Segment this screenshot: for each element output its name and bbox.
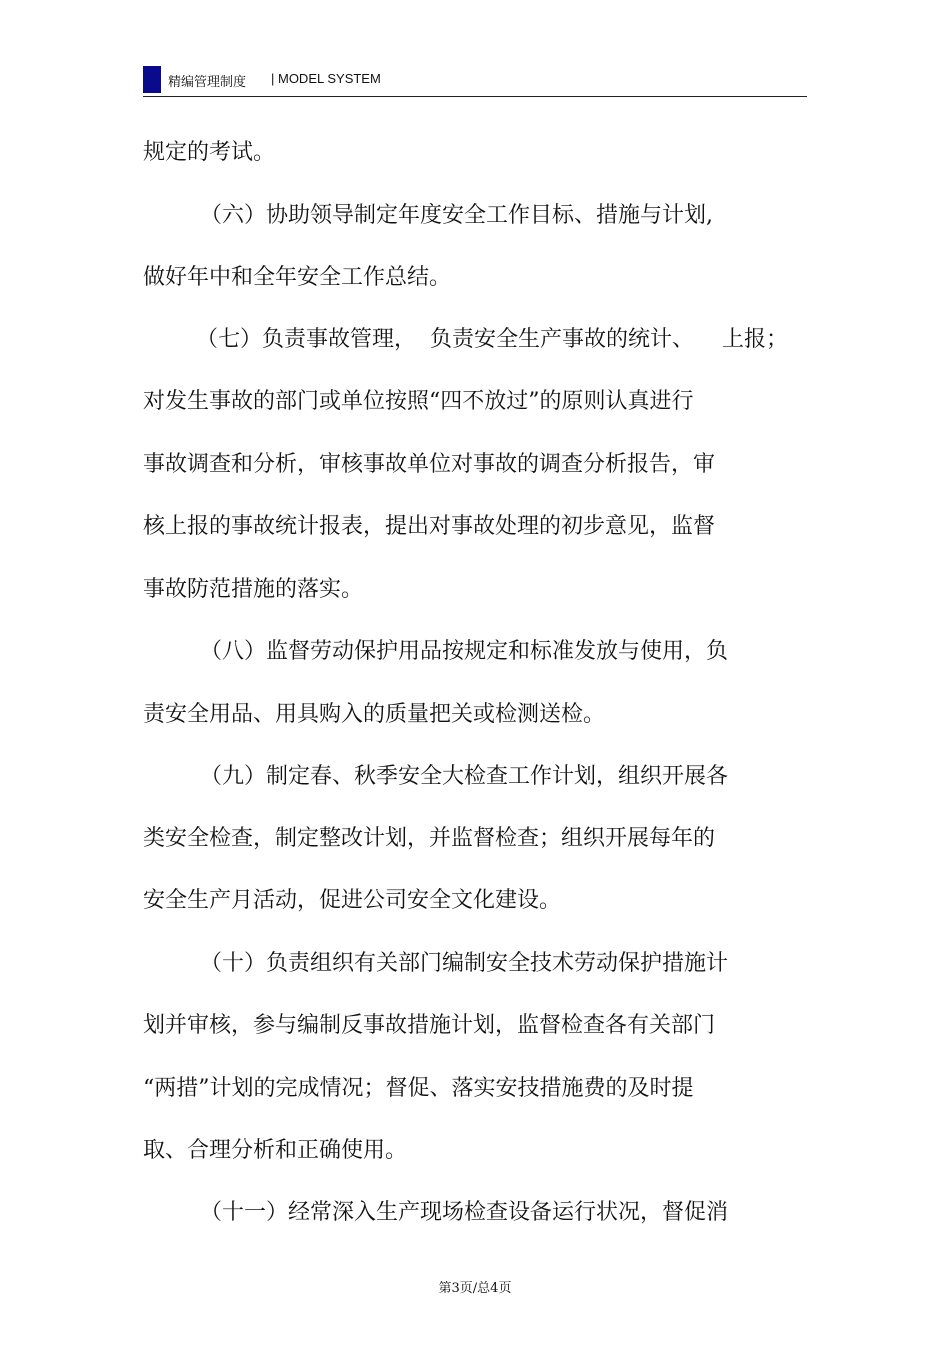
header-subtitle: | MODEL SYSTEM [271, 71, 381, 86]
text-line: 做好年中和全年安全工作总结。 [143, 265, 452, 290]
text-line: 对发生事故的部门或单位按照“四不放过”的原则认真进行 [143, 389, 694, 414]
text-line: 责安全用品、用具购入的质量把关或检测送检。 [143, 702, 606, 727]
page-header [143, 66, 807, 97]
text-line: 划并审核，参与编制反事故措施计划，监督检查各有关部门 [143, 1013, 716, 1038]
text-line: （七）负责事故管理， 负责安全生产事故的统计、 上报； [196, 327, 788, 352]
text-line: “两措”计划的完成情况；督促、落实安技措施费的及时提 [143, 1076, 694, 1101]
text-line: （十）负责组织有关部门编制安全技术劳动保护措施计 [200, 951, 729, 976]
text-line: （十一）经常深入生产现场检查设备运行状况，督促消 [200, 1200, 729, 1225]
page-number: 第3页/总4页 [438, 1281, 512, 1296]
header-title: 精编管理制度 [168, 75, 247, 90]
text-line: 类安全检查，制定整改计划，并监督检查；组织开展每年的 [143, 826, 716, 851]
text-line: 事故防范措施的落实。 [143, 577, 364, 602]
text-line: （九）制定春、秋季安全大检查工作计划，组织开展各 [200, 764, 729, 789]
text-line: 事故调查和分析，审核事故单位对事故的调查分析报告，审 [143, 452, 716, 477]
text-line: 安全生产月活动，促进公司安全文化建设。 [143, 888, 562, 913]
text-line: 取、合理分析和正确使用。 [143, 1138, 408, 1163]
text-line: 核上报的事故统计报表，提出对事故处理的初步意见，监督 [143, 514, 716, 539]
logo-icon [143, 66, 161, 93]
text-line: （六）协助领导制定年度安全工作目标、措施与计划, [200, 203, 713, 228]
text-line: （八）监督劳动保护用品按规定和标准发放与使用，负 [200, 639, 729, 664]
text-line: 规定的考试。 [143, 140, 276, 165]
